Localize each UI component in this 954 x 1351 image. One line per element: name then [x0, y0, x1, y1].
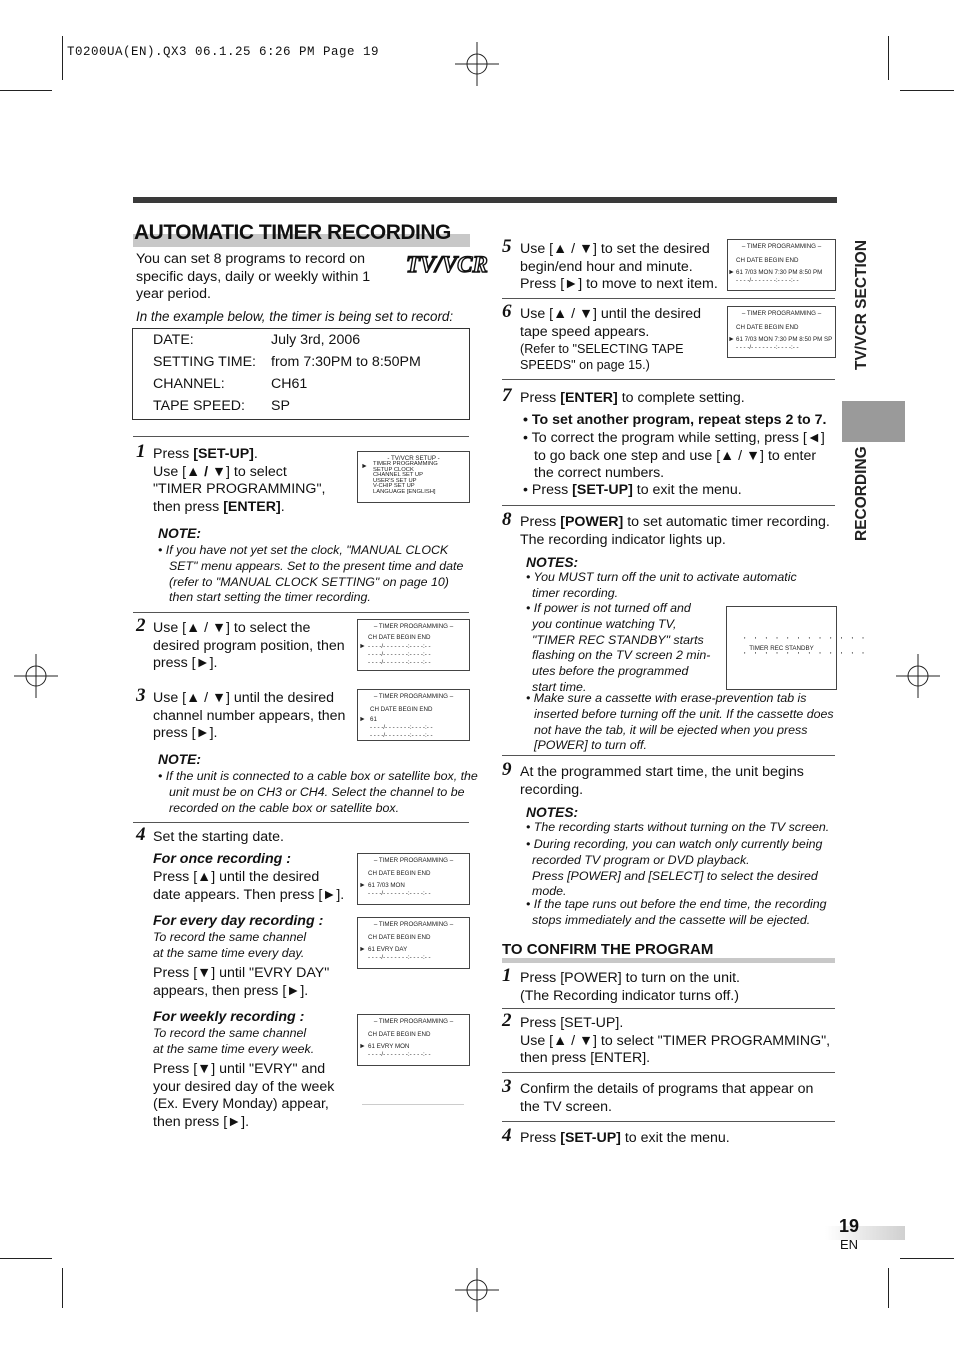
divider	[502, 298, 835, 299]
confirm-underlay	[502, 958, 835, 963]
step-1-text: Press [SET-UP]. Use [▲ / ▼] to select "TIMER PROGRAMMING", then press [ENTER].	[153, 446, 326, 515]
tv-vcr-logo	[405, 252, 488, 277]
step-number: 2	[502, 1010, 512, 1031]
cursor-icon: ►	[361, 463, 368, 470]
divider	[502, 1072, 835, 1073]
intro-text: You can set 8 programs to record on specific days, daily or weekly within 1 year period.	[136, 251, 371, 303]
notes-text: • The recording starts without turning on the TV screen.	[526, 820, 830, 834]
weekly-subtext: To record the same channel at the same time every week.	[153, 1026, 315, 1056]
step-number: 4	[502, 1125, 512, 1146]
notes-text: • If the tape runs out before the end time, the recording stops immediately and the cassette will be ejected.	[526, 897, 827, 927]
crop-mark	[0, 1258, 52, 1259]
divider	[502, 379, 835, 380]
step-number: 3	[502, 1076, 512, 1097]
example-value: from 7:30PM to 8:50PM	[271, 354, 421, 370]
crop-mark	[0, 90, 52, 91]
file-header: T0200UA(EN).QX3 06.1.25 6:26 PM Page 19	[67, 45, 380, 59]
crop-mark	[888, 36, 889, 80]
step-9-text: At the programmed start time, the unit begins recording.	[520, 764, 804, 798]
side-subsection-label: RECORDING	[853, 446, 870, 541]
step-3-text: Use [▲ / ▼] until the desired channel number appears, then press [►].	[153, 690, 346, 742]
timer-programming-screen: – TIMER PROGRAMMING – CH DATE BEGIN END ► 61 - - - -/- - - - - - -:- - - -:- - - - - -/- - - - - - -:- - - -:- -	[357, 689, 470, 741]
crop-mark	[900, 90, 954, 91]
step-7-bullet: • To set another program, repeat steps 2 to 7.	[523, 412, 827, 428]
timer-programming-screen: – TIMER PROGRAMMING – CH DATE BEGIN END ► 61 7/03 MON 7:30 PM 8:50 PM SP - - - -/- - - - - - -:- - - -:- -	[727, 306, 836, 358]
registration-mark	[896, 654, 940, 698]
registration-mark	[455, 1268, 499, 1312]
page-title: AUTOMATIC TIMER RECORDING	[134, 221, 451, 244]
note-heading: NOTE:	[158, 752, 201, 767]
side-section-label: TV/VCR SECTION	[853, 239, 870, 370]
step-number: 1	[502, 965, 512, 986]
example-value: CH61	[271, 376, 308, 392]
confirm-step-2-text: Press [SET-UP]. Use [▲ / ▼] to select "TIMER PROGRAMMING", then press [ENTER].	[520, 1015, 831, 1067]
step-5-text: Use [▲ / ▼] to set the desired begin/end hour and minute. Press [►] to move to next item.	[520, 241, 718, 293]
divider	[133, 612, 469, 613]
step-number: 8	[502, 509, 512, 530]
crop-mark	[62, 1268, 63, 1308]
cursor-icon: ►	[728, 269, 735, 276]
cursor-icon: ►	[359, 716, 366, 723]
once-heading: For once recording :	[153, 851, 291, 867]
step-number: 5	[502, 236, 512, 257]
example-box	[132, 328, 470, 420]
timer-programming-screen: – TIMER PROGRAMMING – CH DATE BEGIN END ► 61 EVRY MON - - - -/- - - - - - -:- - - -:- -	[357, 1014, 470, 1066]
cursor-icon: ►	[359, 882, 366, 889]
note-heading: NOTE:	[158, 526, 201, 541]
example-label: DATE:	[153, 332, 194, 348]
cursor-icon: ►	[359, 1043, 366, 1050]
step-6-text: Use [▲ / ▼] until the desired tape speed appears. (Refer to "SELECTING TAPE SPEEDS" on page 15.)	[520, 306, 702, 373]
page-lang: EN	[840, 1237, 859, 1252]
crop-mark	[900, 1258, 954, 1259]
timer-programming-screen: – TIMER PROGRAMMING – CH DATE BEGIN END ► 61 EVRY DAY - - - -/- - - - - - -:- - - -:- -	[357, 917, 470, 969]
notes-text: • You MUST turn off the unit to activate automatic timer recording.	[526, 570, 797, 600]
timer-programming-screen: – TIMER PROGRAMMING – CH DATE BEGIN END ► 61 7/03 MON - - - -/- - - - - - -:- - - -:- -	[357, 853, 470, 905]
note-text: • If the unit is connected to a cable box or satellite box, the unit must be on CH3 or CH4. Select the channel to be recorded on the cable box or satellite box.	[158, 769, 478, 815]
timer-rec-standby-screen: ' ' ' ' ' ' ' ' ' ' ' ' TIMER REC STANDBY ' ' ' ' ' ' ' ' ' ' ' '	[726, 606, 837, 690]
notes-heading: NOTES:	[526, 555, 579, 570]
divider	[502, 1121, 835, 1122]
step-7-bullet: • Press [SET-UP] to exit the menu.	[523, 482, 742, 498]
confirm-step-4-text: Press [SET-UP] to exit the menu.	[520, 1130, 730, 1146]
step-number: 7	[502, 385, 512, 406]
registration-mark	[14, 654, 58, 698]
step-2-text: Use [▲ / ▼] to select the desired program position, then press [►].	[153, 620, 345, 672]
page-number-underlay	[825, 1226, 905, 1240]
side-tab	[842, 401, 905, 442]
notes-text: • During recording, you can watch only currently being recorded TV program or DVD playback. Press [POWER] and [SELECT] to select the desired mode.	[526, 837, 823, 899]
divider	[502, 755, 835, 756]
example-value: SP	[271, 398, 290, 414]
header-bar	[133, 197, 837, 203]
every-day-subtext: To record the same channel at the same time every day.	[153, 930, 307, 960]
divider	[362, 1104, 464, 1105]
confirm-step-1-text: Press [POWER] to turn on the unit. (The Recording indicator turns off.)	[520, 970, 740, 1004]
weekly-heading: For weekly recording :	[153, 1009, 305, 1025]
example-value: July 3rd, 2006	[271, 332, 361, 348]
every-day-text: Press [▼] until "EVRY DAY" appears, then press [►].	[153, 965, 330, 999]
step-number: 4	[136, 824, 146, 845]
example-intro: In the example below, the timer is being set to record:	[136, 309, 454, 324]
notes-text: • If power is not turned off and you continue watching TV, "TIMER REC STANDBY" starts flashing on the TV screen 2 min- utes before the programmed start time.	[526, 601, 711, 694]
timer-programming-screen: – TIMER PROGRAMMING – CH DATE BEGIN END ► 61 7/03 MON 7:30 PM 8:50 PM - - - -/- - - - - - -:- - - -:- -	[727, 239, 836, 291]
divider	[502, 505, 835, 506]
notes-text: • Make sure a cassette with erase-prevention tab is inserted before turning off the unit. If the cassette does not have the tab, it will be ejected when you press [POWER] to turn off.	[526, 691, 834, 753]
step-7-text: Press [ENTER] to complete setting.	[520, 390, 745, 406]
setup-menu-screen: - TV/VCR SETUP - ► TIMER PROGRAMMING SETUP CLOCK CHANNEL SET UP USER'S SET UP V-CHIP SET UP LANGUAGE [ENGLISH]	[357, 451, 470, 503]
step-7-bullet: • To correct the program while setting, press [◄] to go back one step and use [▲ / ▼] to enter the correct numbers.	[523, 430, 825, 482]
step-number: 9	[502, 759, 512, 780]
weekly-text: Press [▼] until "EVRY" and your desired day of the week (Ex. Every Monday) appear, then press [►].	[153, 1061, 335, 1130]
step-8-text: Press [POWER] to set automatic timer recording. The recording indicator lights up.	[520, 514, 830, 548]
timer-programming-screen: – TIMER PROGRAMMING – CH DATE BEGIN END ► - - - -/- - - - - - -:- - - -:- - - - - -/- - - - - - -:- - - -:- - - - - -/- - - - - - -:- - - -:- -	[357, 619, 470, 671]
crop-mark	[888, 1268, 889, 1308]
step-number: 1	[136, 441, 146, 462]
step-number: 2	[136, 615, 146, 636]
confirm-step-3-text: Confirm the details of programs that appear on the TV screen.	[520, 1081, 814, 1115]
example-label: CHANNEL:	[153, 376, 225, 392]
divider	[133, 822, 469, 823]
confirm-title: TO CONFIRM THE PROGRAM	[502, 941, 714, 958]
page-number: 19	[839, 1216, 860, 1236]
example-label: SETTING TIME:	[153, 354, 256, 370]
step-number: 6	[502, 301, 512, 322]
note-text: • If you have not yet set the clock, "MANUAL CLOCK SET" menu appears. Set to the present time and date (refer to "MANUAL CLOCK SETTING" on page 10) then start setting the timer recording.	[158, 543, 464, 605]
cursor-icon: ►	[728, 336, 735, 343]
step-number: 3	[136, 685, 146, 706]
once-text: Press [▲] until the desired date appears. Then press [►].	[153, 869, 345, 903]
example-label: TAPE SPEED:	[153, 398, 245, 414]
divider	[133, 436, 469, 437]
cursor-icon: ►	[359, 643, 366, 650]
crop-mark	[62, 36, 63, 80]
every-day-heading: For every day recording :	[153, 913, 324, 929]
cursor-icon: ►	[359, 946, 366, 953]
tv-vcr-logo-text: TV/VCR	[406, 252, 488, 277]
notes-heading: NOTES:	[526, 805, 579, 820]
step-4-text: Set the starting date.	[153, 829, 284, 845]
divider	[502, 1008, 835, 1009]
registration-mark	[455, 42, 499, 86]
